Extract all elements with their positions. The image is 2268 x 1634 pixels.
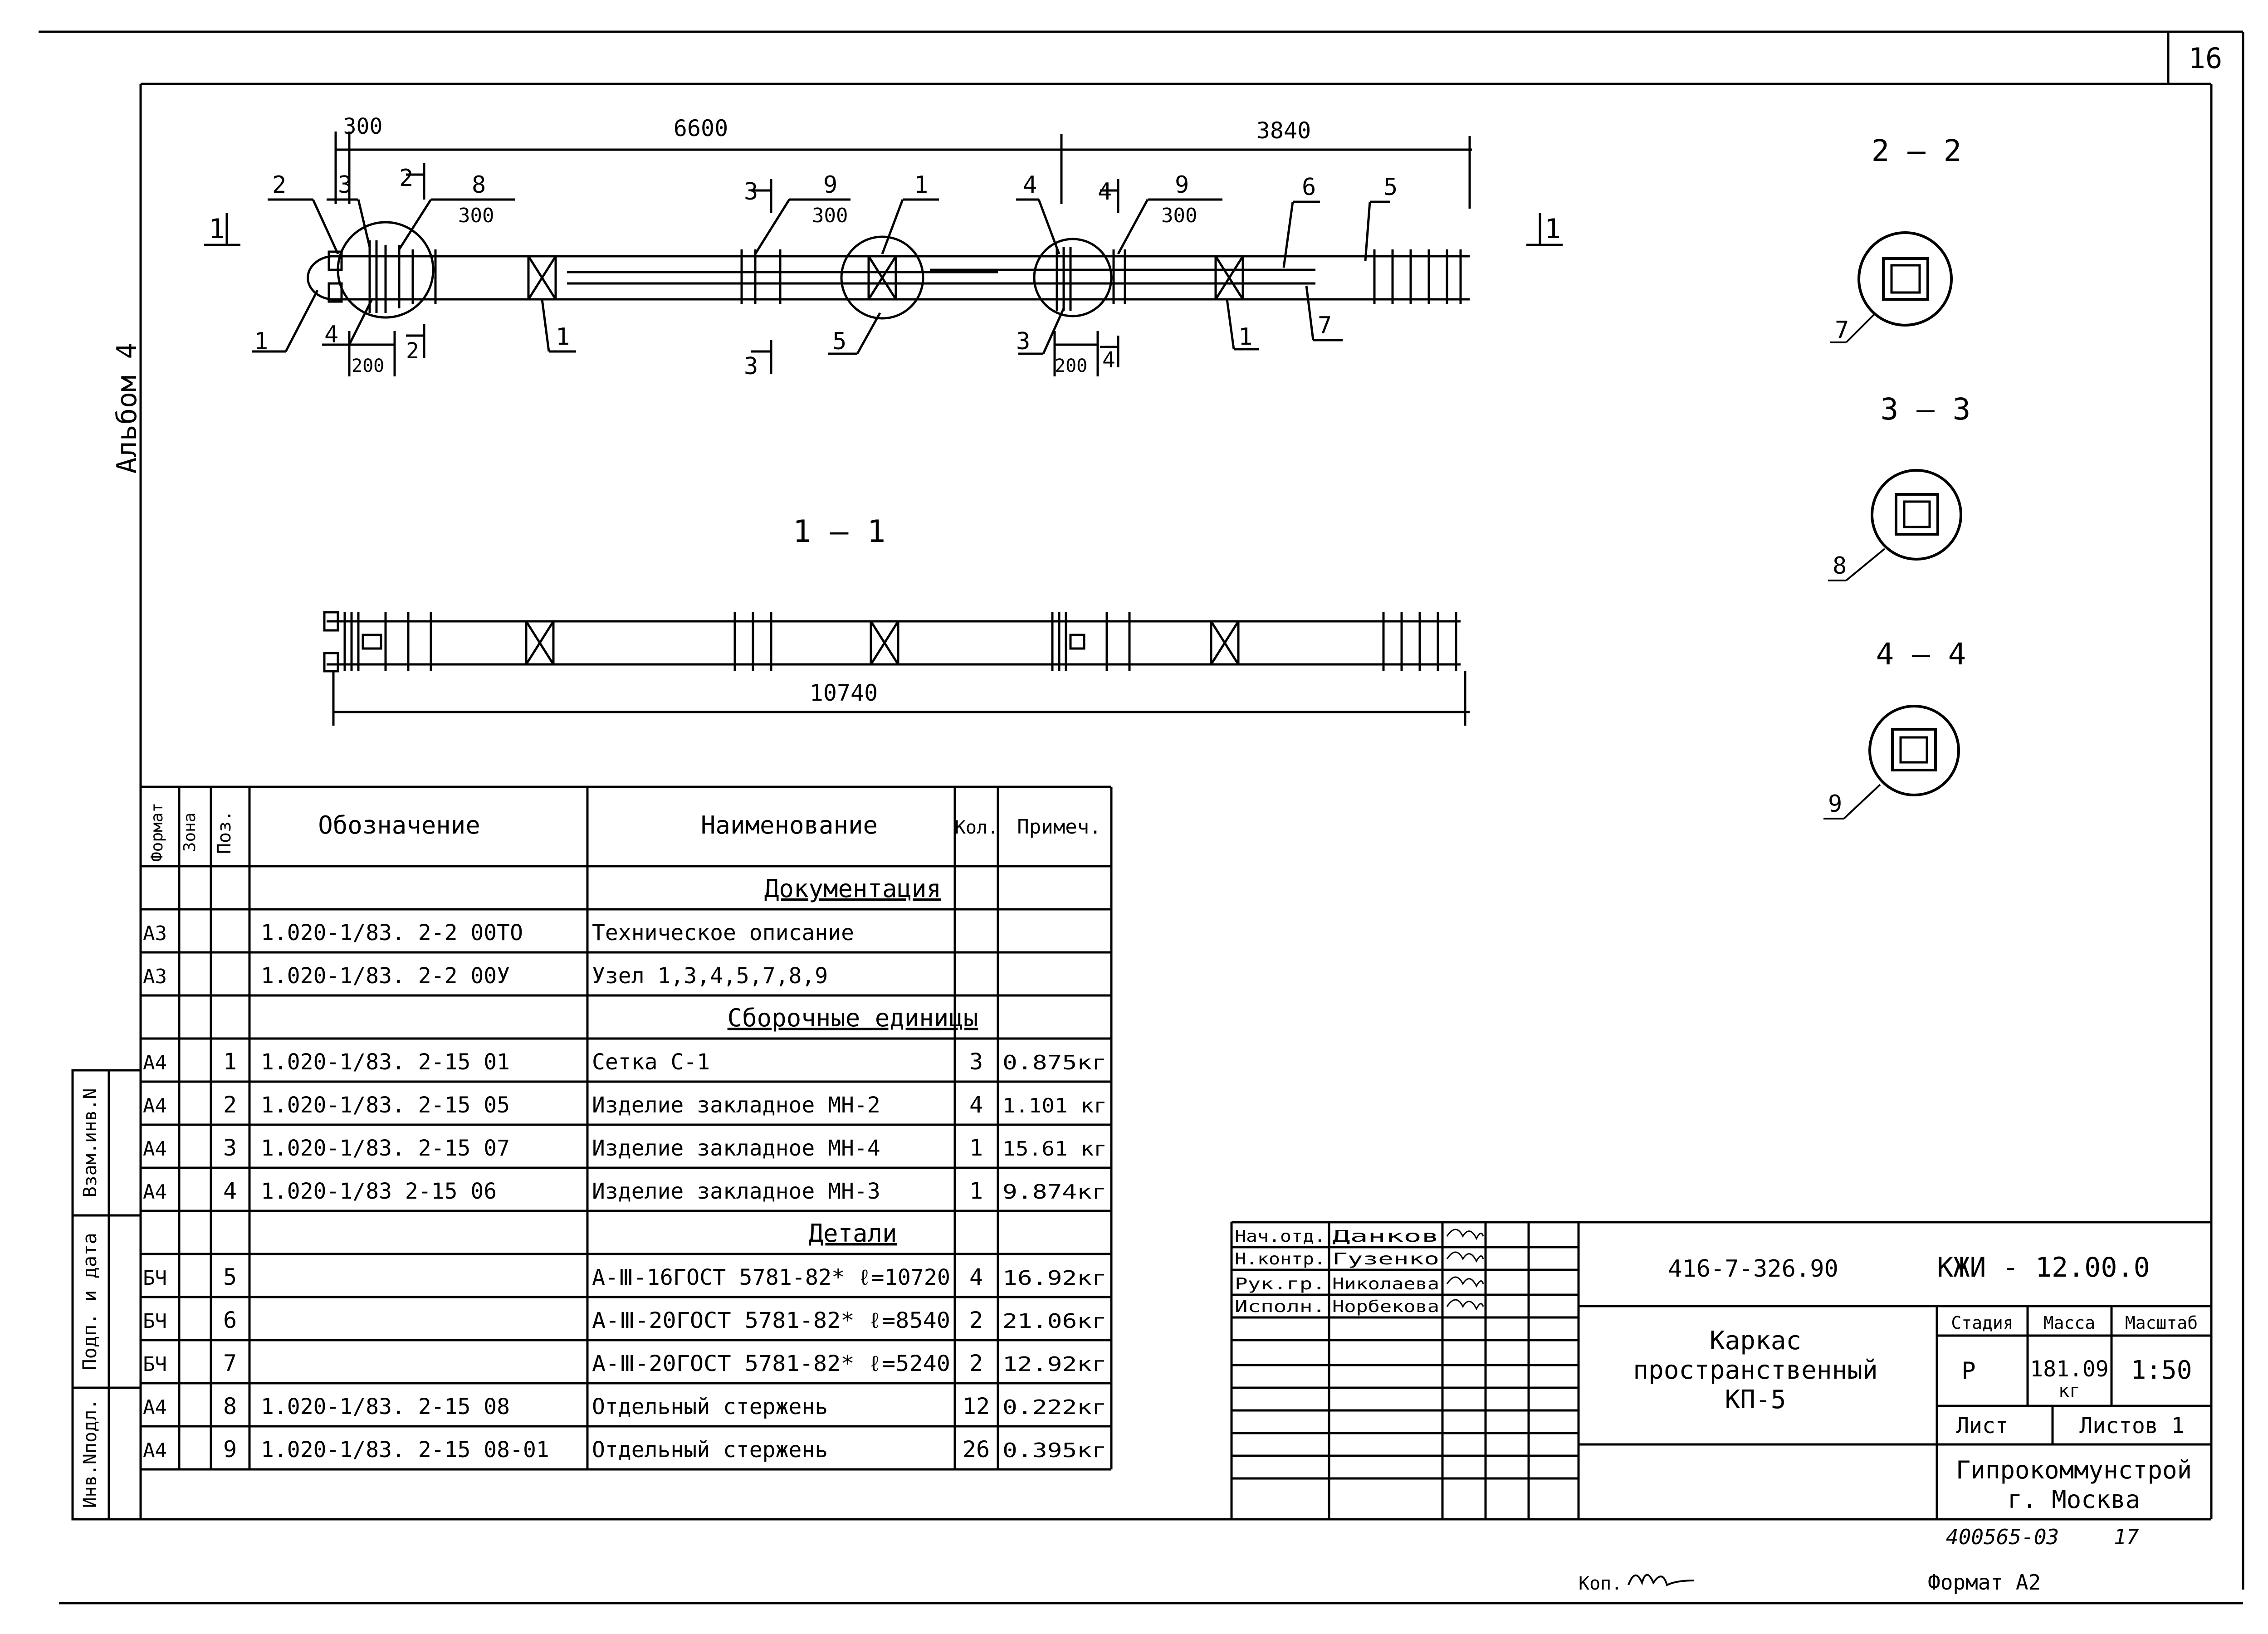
- spec-header-format: Формат: [148, 802, 166, 862]
- spec-section-heading: Детали: [808, 1219, 897, 1248]
- spec-cell-format: БЧ: [143, 1353, 167, 1376]
- spec-cell-format: А3: [143, 922, 167, 945]
- stage-label: Стадия: [1951, 1313, 2014, 1333]
- cross-section-2-2-title: 2 — 2: [1871, 133, 1962, 168]
- spec-cell-name: Сетка С-1: [592, 1049, 710, 1075]
- mass-value: 181.09: [2030, 1356, 2109, 1382]
- section-mark-3-bottom: 3: [744, 353, 758, 380]
- spec-cell-note: 9.874кг: [1002, 1180, 1107, 1204]
- section-mark-2-top: 2: [399, 165, 414, 192]
- mass-label: Масса: [2043, 1313, 2096, 1333]
- spec-cell-pos: 3: [223, 1135, 237, 1161]
- title-block-role: Нач.отд.: [1235, 1227, 1325, 1246]
- dim-200-left: 200: [352, 356, 385, 376]
- title-block-role: Н.контр.: [1235, 1250, 1325, 1268]
- section-mark-2-bottom: 2: [406, 338, 419, 364]
- spec-cell-note: 15.61 кг: [1002, 1137, 1107, 1161]
- spec-cell-pos: 7: [223, 1350, 237, 1376]
- pos-label-5-right: 5: [1383, 174, 1398, 201]
- cross-section-4-4: [1823, 637, 1966, 819]
- copy-signature: [1628, 1575, 1694, 1585]
- spec-cell-qty: 12: [962, 1393, 990, 1419]
- pos-label-1-right: 1: [1238, 323, 1253, 351]
- cross-section-2-2-pos: 7: [1835, 317, 1849, 344]
- organization-city: г. Москва: [2007, 1485, 2141, 1514]
- spec-cell-note: 1.101 кг: [1002, 1094, 1107, 1117]
- spec-cell-name: Изделие закладное МН-2: [592, 1093, 880, 1118]
- drawing-title-line2: пространственный: [1633, 1356, 1878, 1385]
- spec-cell-name: Изделие закладное МН-4: [592, 1136, 880, 1161]
- organization-name: Гипрокоммунстрой: [1955, 1456, 2192, 1484]
- spec-cell-qty: 4: [969, 1264, 983, 1290]
- title-block-people: [1235, 1227, 1483, 1316]
- spec-cell-format: А4: [143, 1396, 167, 1419]
- spec-cell-pos: 9: [223, 1436, 237, 1463]
- spec-cell-pos: 6: [223, 1307, 237, 1333]
- scale-value: 1:50: [2131, 1356, 2192, 1385]
- document-code: КЖИ - 12.00.0: [1937, 1252, 2150, 1283]
- mass-unit: кг: [2058, 1380, 2081, 1401]
- spec-cell-name: А-Ⅲ-20ГОСТ 5781-82* ℓ=5240: [592, 1351, 950, 1376]
- pos-label-2: 2: [272, 171, 287, 199]
- title-block-signature: [1447, 1300, 1483, 1309]
- pos-label-8: 8: [472, 171, 486, 199]
- title-block-person-name: Данков: [1332, 1227, 1439, 1246]
- scale-label: Масштаб: [2125, 1313, 2198, 1333]
- pos-label-9-mid: 9: [823, 171, 838, 199]
- cross-section-4-4-title: 4 — 4: [1876, 637, 1966, 672]
- spec-header-name: Наименование: [700, 811, 878, 839]
- spec-cell-name: А-Ⅲ-20ГОСТ 5781-82* ℓ=8540: [592, 1308, 950, 1333]
- spec-cell-format: А4: [143, 1439, 167, 1462]
- spec-header-pos: Поз.: [214, 810, 235, 854]
- spec-cell-format: А4: [143, 1180, 167, 1204]
- copy-label: Коп.: [1579, 1573, 1623, 1594]
- cross-section-3-3-pos: 8: [1833, 552, 1847, 580]
- title-block-role: Рук.гр.: [1235, 1275, 1325, 1293]
- spec-cell-designation: 1.020-1/83. 2-2 00ТО: [261, 920, 523, 946]
- spec-cell-designation: 1.020-1/83 2-15 06: [261, 1179, 497, 1204]
- spec-cell-pos: 2: [223, 1092, 237, 1118]
- sheets-count: Листов 1: [2079, 1413, 2185, 1439]
- archive-page: 17: [2114, 1525, 2139, 1549]
- spec-cell-format: А4: [143, 1137, 167, 1161]
- dim-200-right: 200: [1055, 356, 1088, 376]
- cross-section-3-3-title: 3 — 3: [1880, 392, 1971, 427]
- spec-cell-qty: 2: [969, 1350, 983, 1376]
- cross-section-3-3: [1828, 392, 1970, 580]
- spec-cell-qty: 2: [969, 1307, 983, 1333]
- spec-cell-pos: 8: [223, 1393, 237, 1419]
- side-stamp-sign-date: Подп. и дата: [78, 1233, 101, 1371]
- spec-cell-format: БЧ: [143, 1267, 167, 1290]
- spec-cell-name: Узел 1,3,4,5,7,8,9: [592, 963, 828, 989]
- pos-label-1-left: 1: [254, 328, 269, 355]
- section-mark-4-bottom: 4: [1102, 347, 1115, 373]
- spec-cell-designation: 1.020-1/83. 2-15 08: [261, 1394, 510, 1419]
- side-stamp-inv-orig: Инв.Nподл.: [80, 1399, 101, 1508]
- spec-cell-name: А-Ⅲ-16ГОСТ 5781-82* ℓ=10720: [592, 1265, 950, 1290]
- spec-cell-note: 0.395кг: [1002, 1439, 1107, 1462]
- spec-cell-format: А4: [143, 1051, 167, 1074]
- spec-cell-designation: 1.020-1/83. 2-15 07: [261, 1136, 510, 1161]
- pos-label-4-left: 4: [324, 321, 339, 348]
- section-1-1-view: [324, 612, 1470, 726]
- title-block-person-name: Норбекова: [1332, 1297, 1439, 1316]
- spec-cell-note: 0.222кг: [1002, 1396, 1107, 1419]
- pitch-300-right: 300: [1161, 204, 1198, 227]
- side-stamp: [73, 1070, 141, 1519]
- spec-cell-qty: 4: [969, 1092, 983, 1118]
- spec-cell-note: 21.06кг: [1002, 1310, 1107, 1333]
- spec-cell-name: Отдельный стержень: [592, 1437, 828, 1463]
- cross-section-4-4-pos: 9: [1828, 790, 1843, 818]
- side-stamp-inv-zam: Взам.инв.N: [80, 1088, 101, 1198]
- spec-header-designation: Обозначение: [318, 811, 480, 839]
- spec-cell-name: Изделие закладное МН-3: [592, 1179, 880, 1204]
- pos-label-1-top: 1: [914, 171, 929, 199]
- album-label: Альбом 4: [111, 342, 143, 474]
- spec-cell-designation: 1.020-1/83. 2-2 00У: [261, 963, 510, 989]
- spec-cell-pos: 4: [223, 1178, 237, 1204]
- spec-header-zone: Зона: [181, 812, 199, 852]
- section-mark-3-top: 3: [744, 178, 758, 205]
- spec-cell-note: 0.875кг: [1002, 1051, 1107, 1074]
- spec-cell-name: Техническое описание: [592, 920, 854, 946]
- spec-cell-format: А4: [143, 1094, 167, 1117]
- sheet-label: Лист: [1956, 1413, 2009, 1439]
- archive-number: 400565-03: [1946, 1525, 2059, 1549]
- pos-label-3-right: 3: [1016, 328, 1031, 355]
- spec-cell-format: А3: [143, 965, 167, 988]
- project-number: 416-7-326.90: [1668, 1255, 1838, 1283]
- title-block-person-name: Гузенко: [1332, 1250, 1439, 1268]
- dim-3840: 3840: [1256, 117, 1311, 144]
- dim-6600: 6600: [673, 115, 728, 141]
- spec-section-heading: Сборочные единицы: [727, 1004, 978, 1032]
- pos-label-6: 6: [1302, 174, 1316, 201]
- dim-300: 300: [343, 114, 383, 139]
- spec-cell-qty: 1: [969, 1135, 983, 1161]
- spec-cell-qty: 1: [969, 1178, 983, 1204]
- spec-section-heading: Документация: [764, 874, 942, 903]
- pos-label-7: 7: [1318, 312, 1332, 339]
- spec-cell-designation: 1.020-1/83. 2-15 01: [261, 1049, 510, 1075]
- pitch-300-left: 300: [458, 204, 494, 227]
- pitch-300-mid: 300: [812, 204, 848, 227]
- drawing-title-line3: КП-5: [1725, 1385, 1786, 1415]
- title-block: [1232, 1222, 2211, 1519]
- bottom-stamp: [1579, 1525, 2139, 1595]
- spec-cell-designation: 1.020-1/83. 2-15 05: [261, 1093, 510, 1118]
- spec-cell-note: 12.92кг: [1002, 1353, 1107, 1376]
- section-mark-4-top: 4: [1098, 178, 1112, 205]
- section-mark-1-right: 1: [1545, 213, 1561, 245]
- spec-cell-designation: 1.020-1/83. 2-15 08-01: [261, 1437, 549, 1463]
- title-block-role: Исполн.: [1235, 1297, 1325, 1316]
- spec-header-note: Примеч.: [1017, 815, 1101, 839]
- section-1-1-title: 1 — 1: [792, 514, 886, 550]
- pos-label-1-mid: 1: [556, 323, 570, 351]
- spec-cell-qty: 3: [969, 1049, 983, 1075]
- pos-label-5-mid: 5: [832, 328, 847, 355]
- title-block-signature: [1447, 1277, 1483, 1286]
- spec-cell-format: БЧ: [143, 1310, 167, 1333]
- spec-cell-qty: 26: [962, 1436, 990, 1463]
- sheet-number: 16: [2188, 42, 2223, 75]
- drawing-title-line1: Каркас: [1709, 1326, 1802, 1356]
- cross-section-2-2: [1830, 133, 1961, 344]
- spec-cell-pos: 5: [223, 1264, 237, 1290]
- stage-value: Р: [1961, 1357, 1976, 1385]
- spec-header-qty: Кол.: [954, 817, 999, 838]
- title-block-signature: [1447, 1252, 1483, 1261]
- spec-cell-note: 16.92кг: [1002, 1267, 1107, 1290]
- format-label: Формат А2: [1928, 1570, 2041, 1595]
- spec-cell-name: Отдельный стержень: [592, 1394, 828, 1419]
- section-mark-1-left: 1: [209, 213, 225, 245]
- pos-label-4-right: 4: [1023, 171, 1037, 199]
- spec-cell-pos: 1: [223, 1049, 237, 1075]
- title-block-signature: [1447, 1229, 1483, 1239]
- title-block-person-name: Николаева: [1332, 1275, 1439, 1293]
- section-1-1-length: 10740: [809, 680, 878, 706]
- pos-label-3-left: 3: [338, 171, 352, 199]
- spec-table: [141, 787, 1111, 1469]
- pos-label-9-right: 9: [1175, 171, 1189, 199]
